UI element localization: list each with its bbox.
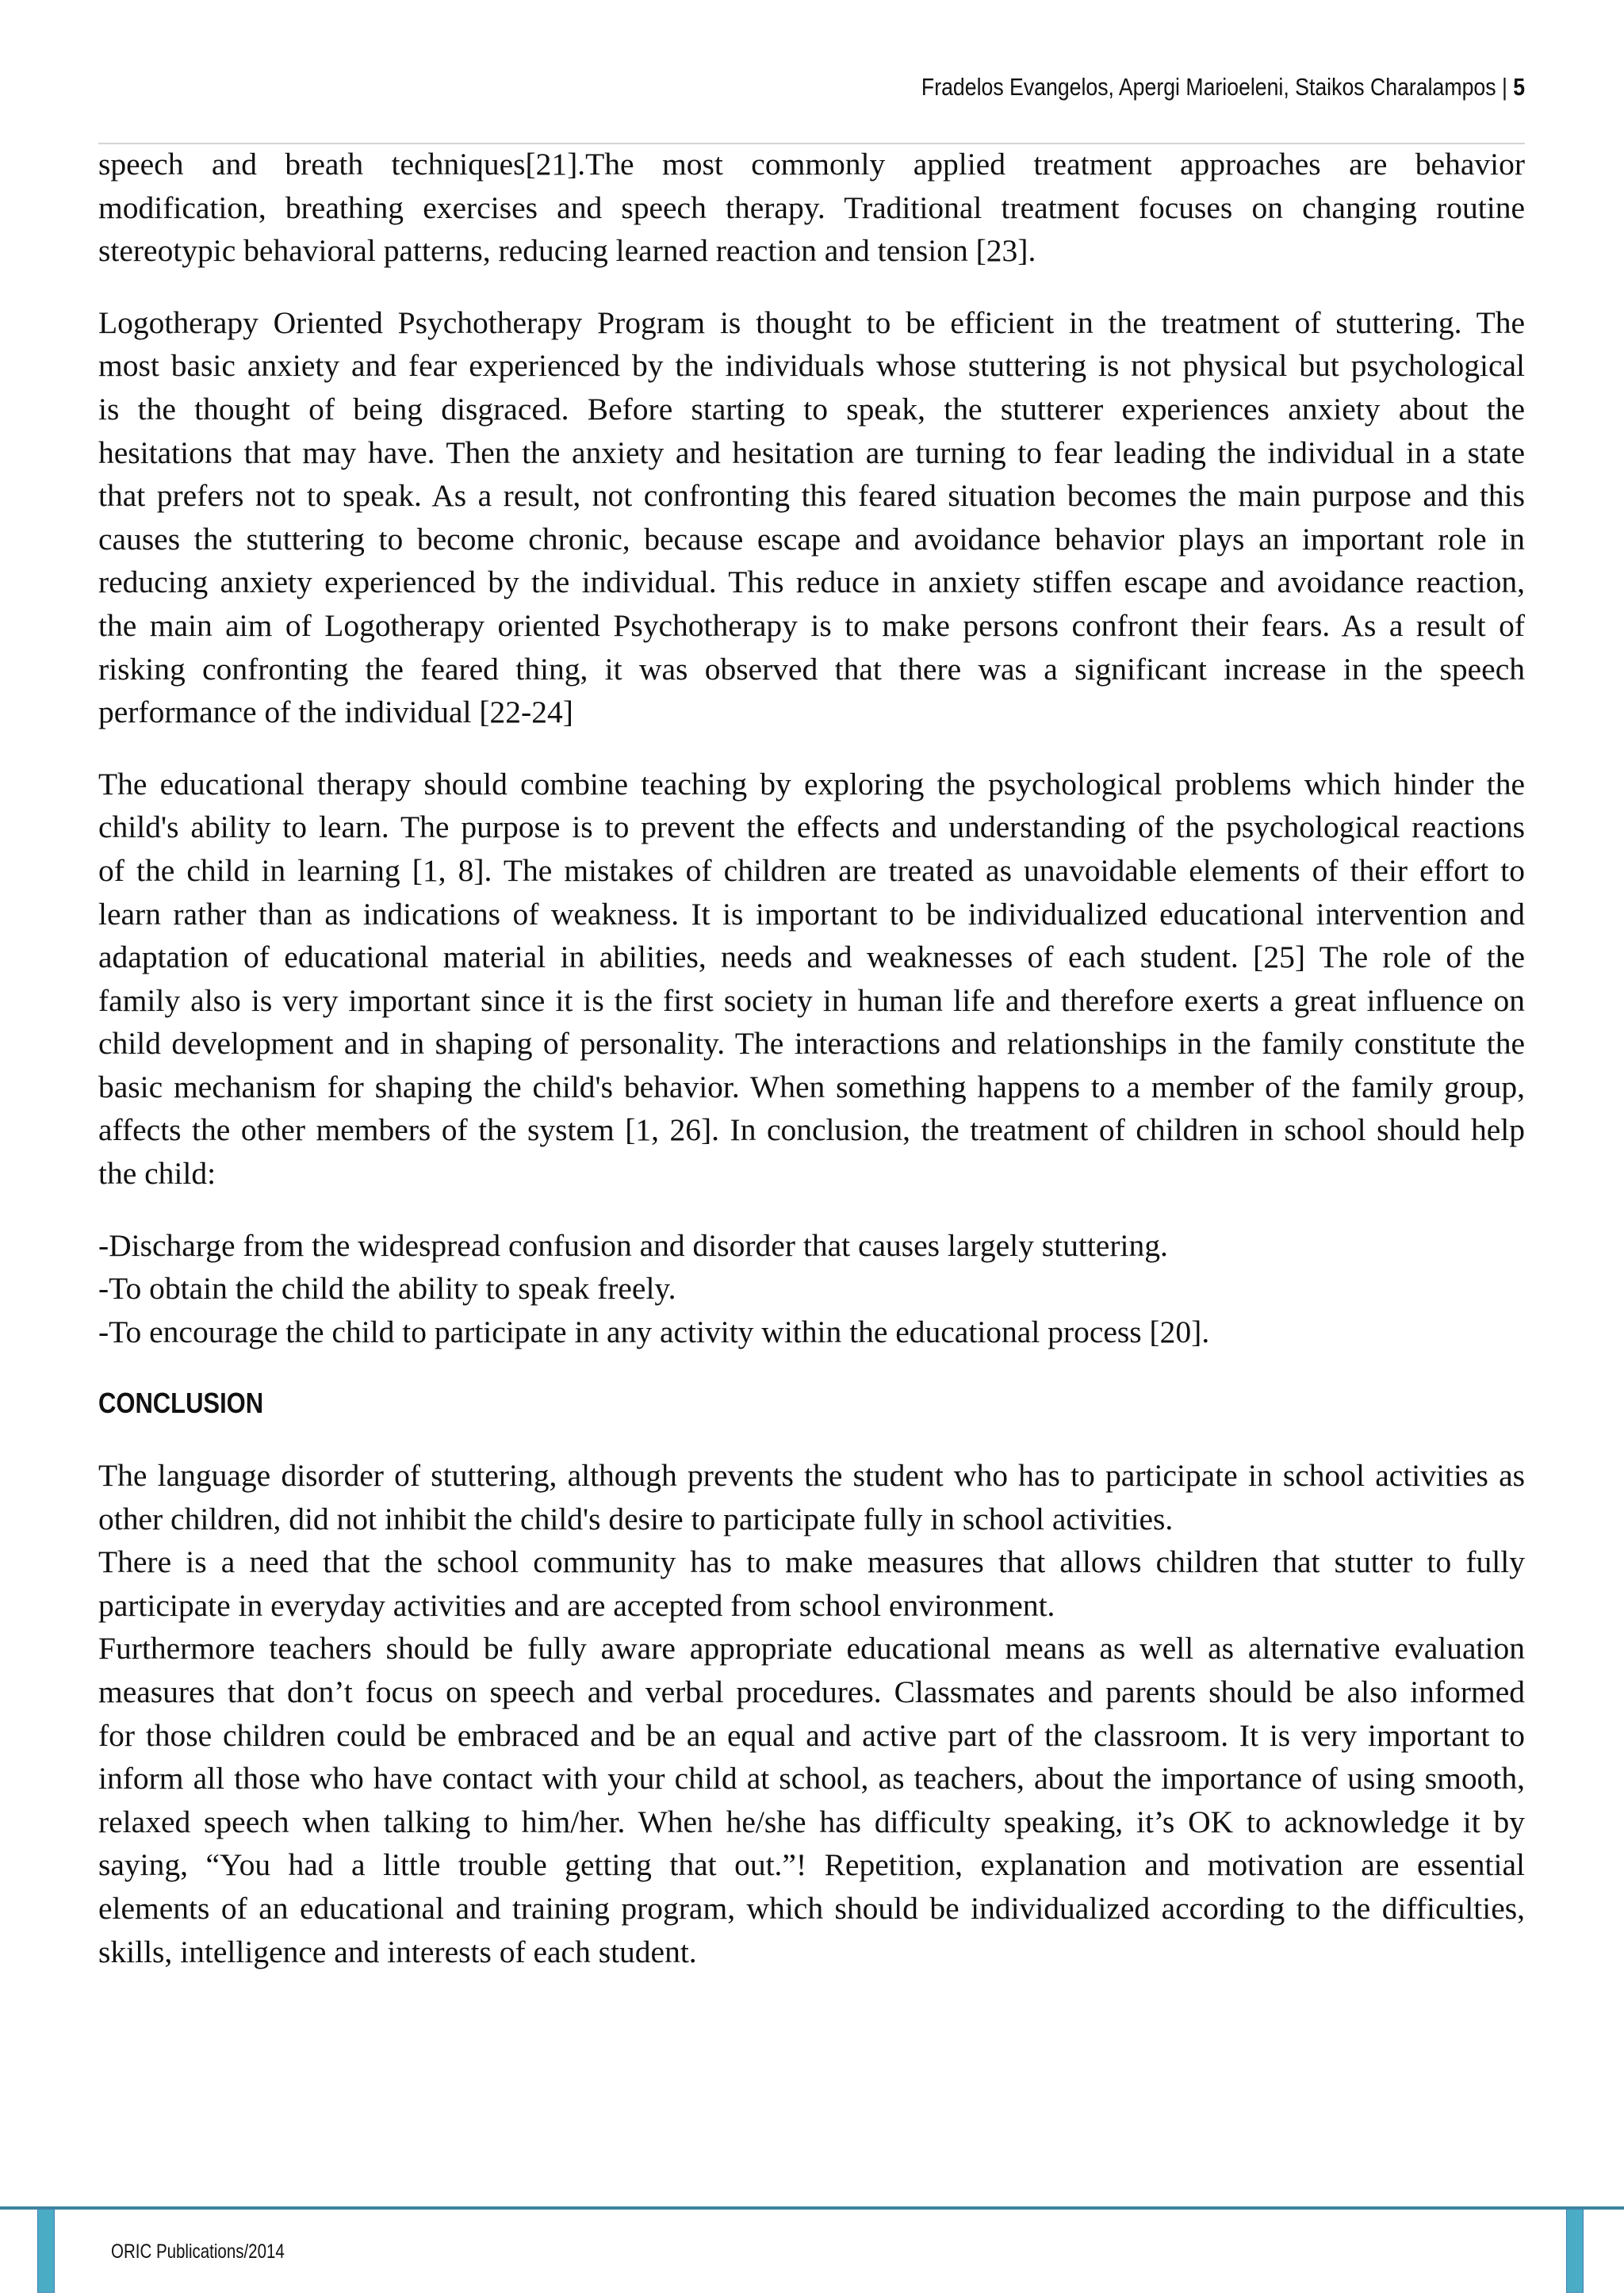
text-line: -Discharge from the widespread confusion and disorder that causes largely stuttering. [98, 1227, 1168, 1263]
text-line: family also is very important since it is the first society in human life and therefore exerts a great influence on [98, 982, 1525, 1018]
footer-bar-right [1566, 2209, 1584, 2293]
text-line: hesitations that may have. Then the anxiety and hesitation are turning to fear leading the individual in a state [98, 434, 1525, 470]
footer-publisher: ORIC Publications/2014 [111, 2241, 285, 2263]
header-authors: Fradelos Evangelos, Apergi Marioeleni, Staikos Charalampos [921, 73, 1496, 101]
text-line: risking confronting the feared thing, it was observed that there was a significant increase in the speech [98, 651, 1525, 687]
footer-rule [0, 2206, 1624, 2210]
text-line: is the thought of being disgraced. Before starting to speak, the stutterer experiences anxiety about the [98, 391, 1525, 427]
text-line: The educational therapy should combine teaching by exploring the psychological problems which hinder the [98, 766, 1525, 802]
paragraph [98, 1454, 1525, 1973]
text-line: -To obtain the child the ability to speak freely. [98, 1271, 676, 1307]
text-line: the main aim of Logotherapy oriented Psychotherapy is to make persons confront their fears. As a result of [98, 607, 1525, 643]
text-line: stereotypic behavioral patterns, reducing learned reaction and tension [23]. [98, 233, 1036, 269]
text-line: Logotherapy Oriented Psychotherapy Program is thought to be efficient in the treatment of stuttering. The [98, 304, 1525, 340]
header-separator: | [1496, 73, 1514, 101]
paragraph [98, 143, 1525, 273]
text-line: affects the other members of the system [1, 26]. In conclusion, the treatment of children in school should help [98, 1112, 1525, 1148]
text-line: reducing anxiety experienced by the individual. This reduce in anxiety stiffen escape and avoidance reaction, [98, 564, 1525, 600]
text-line: saying, “You had a little trouble getting that out.”! Repetition, explanation and motivation are essential [98, 1847, 1525, 1883]
text-line: -To encourage the child to participate in any activity within the educational process [20]. [98, 1314, 1210, 1349]
text-line: The language disorder of stuttering, although prevents the student who has to participate in school activities as [98, 1458, 1525, 1494]
text-line: There is a need that the school community has to make measures that allows children that stutter to fully [98, 1544, 1525, 1580]
text-line: speech and breath techniques[21].The most commonly applied treatment approaches are behavior [98, 147, 1525, 182]
text-line: that prefers not to speak. As a result, not confronting this feared situation becomes the main purpose and this [98, 478, 1525, 514]
footer-bar-left [37, 2209, 55, 2293]
page-body [98, 143, 1525, 2002]
text-line: adaptation of educational material in abilities, needs and weaknesses of each student. [25] The role of the [98, 939, 1525, 975]
text-line: elements of an educational and training program, which should be individualized according to the difficulties, [98, 1890, 1525, 1926]
text-line: child's ability to learn. The purpose is to prevent the effects and understanding of the psychological reactions [98, 809, 1525, 845]
paragraph [98, 301, 1525, 734]
text-line: for those children could be embraced and be an equal and active part of the classroom. It is very important to [98, 1717, 1525, 1753]
running-header [921, 73, 1525, 101]
page-number: 5 [1513, 73, 1525, 101]
text-line: causes the stuttering to become chronic, because escape and avoidance behavior plays an important role in [98, 521, 1525, 557]
text-line: relaxed speech when talking to him/her. When he/she has difficulty speaking, it’s OK to acknowledge it by [98, 1804, 1525, 1839]
text-line: other children, did not inhibit the child's desire to participate fully in school activities. [98, 1501, 1174, 1536]
text-line: basic mechanism for shaping the child's behavior. When something happens to a member of the family group, [98, 1069, 1525, 1104]
text-line: of the child in learning [1, 8]. The mistakes of children are treated as unavoidable elements of their effort to [98, 852, 1525, 888]
section-heading: CONCLUSION [98, 1387, 264, 1420]
text-line: participate in everyday activities and are accepted from school environment. [98, 1587, 1055, 1623]
paragraph [98, 763, 1525, 1196]
text-line: learn rather than as indications of weakness. It is important to be individualized educational intervention and [98, 896, 1525, 932]
text-line: Furthermore teachers should be fully aware appropriate educational means as well as alternative evaluation [98, 1631, 1525, 1667]
text-line: performance of the individual [22-24] [98, 695, 573, 730]
text-line: skills, intelligence and interests of each student. [98, 1934, 697, 1969]
text-line: modification, breathing exercises and speech therapy. Traditional treatment focuses on changing routine [98, 189, 1525, 225]
text-line: measures that don’t focus on speech and verbal procedures. Classmates and parents should be also informed [98, 1674, 1525, 1709]
text-line: inform all those who have contact with your child at school, as teachers, about the importance of using smooth, [98, 1761, 1525, 1797]
bullet-list [98, 1224, 1525, 1354]
text-line: the child: [98, 1156, 216, 1192]
text-line: most basic anxiety and fear experienced by the individuals whose stuttering is not physical but psychological [98, 348, 1525, 384]
text-line: child development and in shaping of personality. The interactions and relationships in the family constitute the [98, 1026, 1525, 1062]
